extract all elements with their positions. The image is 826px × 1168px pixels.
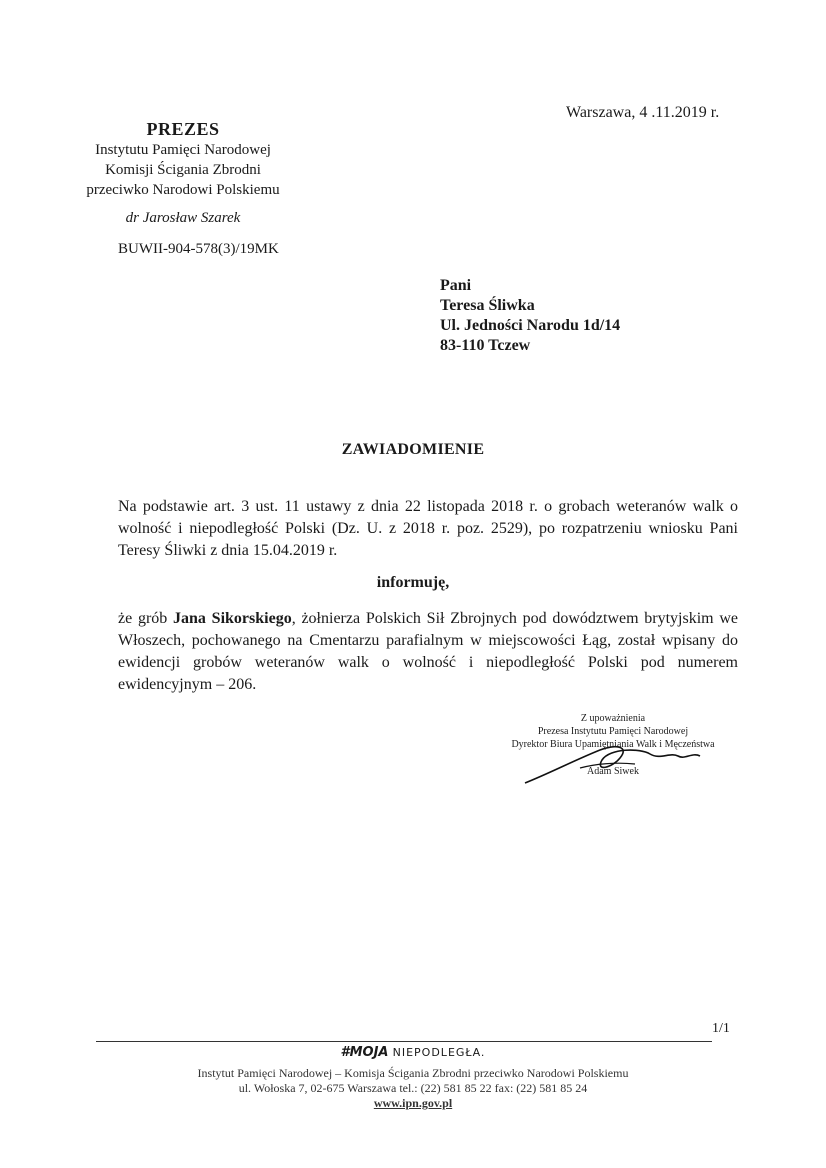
niepodlegla-logo [0, 1045, 826, 1060]
sender-block [60, 118, 306, 228]
footer-institution: Instytut Pamięci Narodowej – Komisja Ścigania Zbrodni przeciwko Narodowi Polskiemu [197, 1066, 629, 1080]
document-heading: ZAWIADOMIENIE [341, 441, 485, 458]
recipient-line: Teresa Śliwka [440, 297, 535, 314]
page-number: 1/1 [712, 1021, 730, 1036]
sender-name: dr Jarosław Szarek [125, 210, 241, 226]
stamp-line: Adam Siwek [587, 766, 639, 777]
sender-line: Komisji Ścigania Zbrodni [105, 162, 261, 178]
handwritten-signature [520, 738, 720, 788]
recipient-line: Ul. Jedności Narodu 1d/14 [440, 317, 621, 334]
body-paragraph-1: Na podstawie art. 3 ust. 11 ustawy z dnia 22 listopada 2018 r. o grobach weteranów walk o wolność i niepodległość Polski (Dz. U. z 2018 r. poz. 2529), po rozpatrzeniu wniosku Pani Teresy Śliwki z dnia 15.04.2019 r. [118, 498, 738, 559]
stamp-line: Dyrektor Biura Upamiętniania Walk i Męczeństwa [511, 739, 715, 750]
sender-title: PREZES [146, 119, 220, 139]
paragraph-text: że grób [118, 610, 174, 627]
stamp-line: Prezesa Instytutu Pamięci Narodowej [537, 726, 689, 737]
footer [0, 1066, 826, 1111]
sender-line: Instytutu Pamięci Narodowej [95, 142, 271, 158]
logo-text: NIEPODLEGŁA. [392, 1046, 486, 1059]
footer-divider [96, 1041, 712, 1042]
sender-line: przeciwko Narodowi Polskiemu [86, 182, 280, 198]
letter-date: Warszawa, 4 .11.2019 r. [566, 104, 720, 121]
recipient-line: Pani [440, 277, 472, 294]
body-paragraph-2 [118, 608, 738, 696]
soldier-name: Jana Sikorskiego [173, 610, 292, 627]
paragraph-text: , żołnierza Polskich Sił Zbrojnych pod dowództwem brytyjskim we Włoszech, pochowanego na Cmentarzu parafialnym w miejscowości Łąg, został wpisany do ewidencji grobów weteranów walk o wolność i niepodległość Polski pod numerem ewidencyjnym – 206. [118, 610, 739, 693]
stamp-line: Z upoważnienia [580, 713, 646, 724]
recipient-line: 83-110 Tczew [440, 337, 531, 354]
inform-line: informuję, [376, 574, 450, 591]
logo-tag: #MOJA [340, 1045, 389, 1060]
reference-number: BUWII-904-578(3)/19MK [118, 241, 279, 257]
recipient-block [440, 276, 620, 356]
footer-address: ul. Wołoska 7, 02-675 Warszawa tel.: (22) 581 85 22 fax: (22) 581 85 24 [238, 1081, 588, 1095]
footer-website-link[interactable]: www.ipn.gov.pl [373, 1096, 453, 1110]
